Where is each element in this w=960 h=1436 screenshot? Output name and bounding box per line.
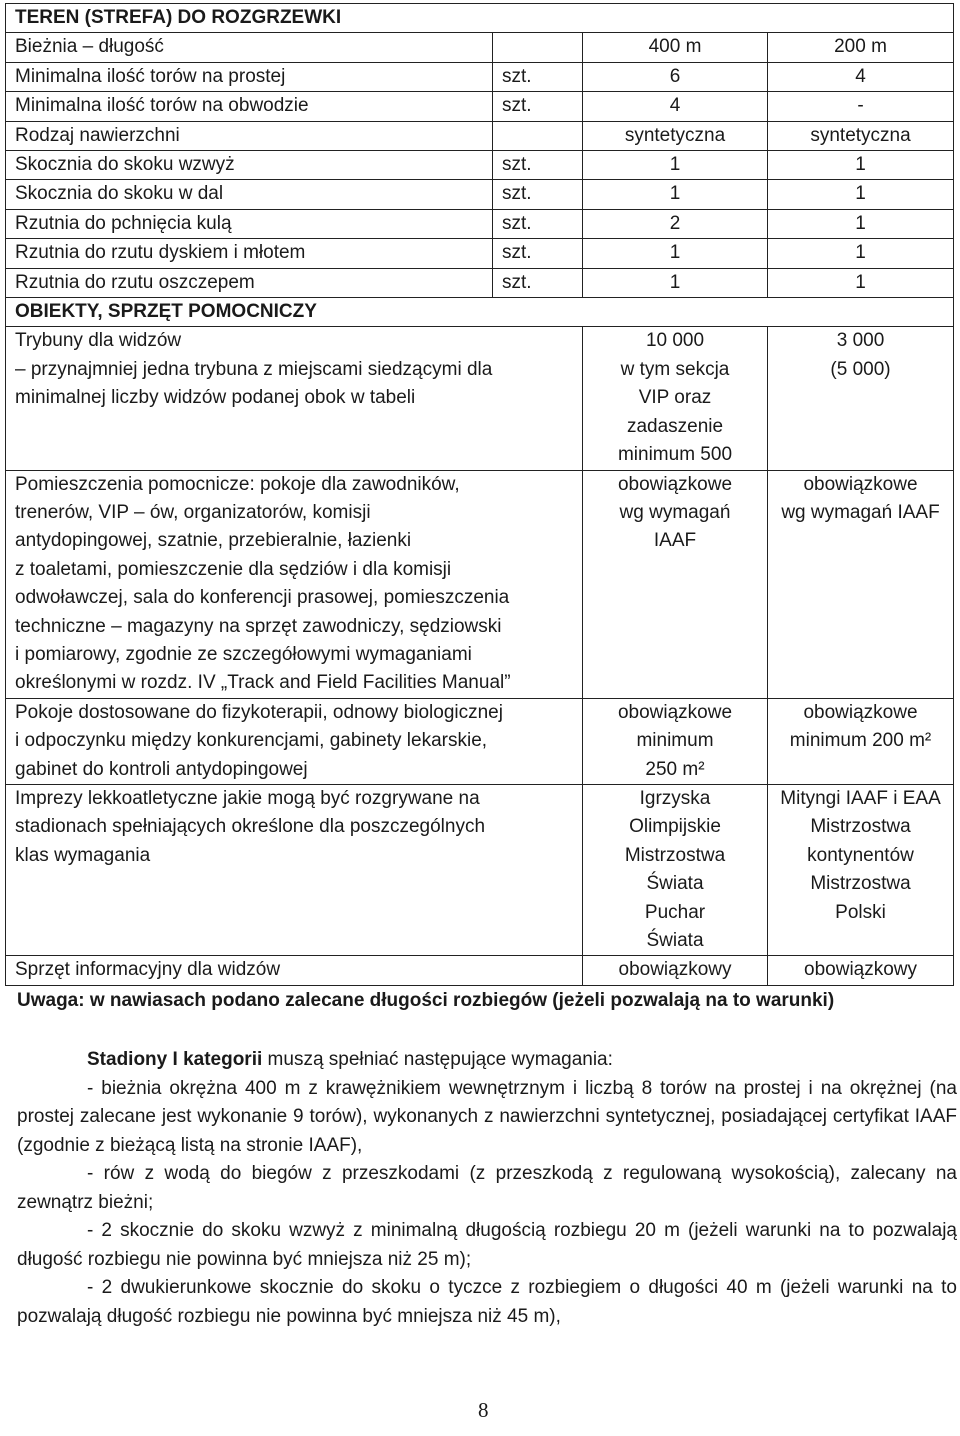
- row-label: Rzutnia do pchnięcia kulą: [6, 209, 493, 238]
- row-value-b: 1: [768, 268, 954, 297]
- row-value-a-line: minimum 500: [617, 444, 733, 466]
- row-value-b: [768, 784, 954, 955]
- row-label: Rzutnia do rzutu oszczepem: [6, 268, 493, 297]
- row-value-b: 1: [768, 151, 954, 180]
- row-value-a: 2: [583, 209, 768, 238]
- table-row: [6, 784, 954, 955]
- row-label-line: i odpoczynku między konkurencjami, gabinety lekarskie,: [15, 730, 488, 752]
- row-value-a-line: obowiązkowe: [617, 701, 733, 723]
- row-value-a-line: VIP oraz: [638, 387, 712, 409]
- row-value-a: 1: [583, 151, 768, 180]
- row-label: [6, 327, 583, 470]
- row-value-b: 1: [768, 180, 954, 209]
- table-row: [6, 121, 954, 150]
- requirements-prose: [17, 1046, 957, 1331]
- row-value-a-line: Igrzyska: [639, 787, 711, 809]
- row-value-b-line: obowiązkowe: [803, 473, 918, 495]
- row-label-line: i pomiarowy, zgodnie ze szczegółowymi wymaganiami: [15, 643, 472, 665]
- row-value-b: [768, 327, 954, 470]
- row-unit: [493, 121, 583, 150]
- prose-intro: [17, 1046, 957, 1075]
- row-value-b-line: Polski: [835, 901, 886, 923]
- requirements-table: [5, 3, 954, 986]
- row-value-b-line: Mityngi IAAF i EAA: [780, 787, 941, 809]
- row-value-b-line: (5 000): [830, 358, 891, 380]
- row-value-b-line: Mistrzostwa: [810, 873, 911, 895]
- prose-intro-rest: muszą spełniać następujące wymagania:: [262, 1049, 613, 1070]
- row-value-a: 6: [583, 62, 768, 91]
- section-facilities: [6, 298, 954, 327]
- prose-item: - 2 dwukierunkowe skocznie do skoku o tyczce z rozbiegiem o długości 40 m (jeżeli warunki na to pozwalają długość rozbiegu nie powinna być mniejsza niż 45 m),: [17, 1277, 957, 1327]
- row-label-line: Imprezy lekkoatletyczne jakie mogą być rozgrywane na: [15, 787, 480, 809]
- row-value-a: [583, 470, 768, 698]
- section-warmup-title: TEREN (STREFA) DO ROZGRZEWKI: [6, 4, 954, 33]
- row-value-b: syntetyczna: [768, 121, 954, 150]
- table-row: [6, 239, 954, 268]
- row-value-a-line: IAAF: [653, 530, 697, 552]
- prose-item: - bieżnia okrężna 400 m z krawężnikiem wewnętrznym i liczbą 8 torów na prostej i na okrężnej (na prostej zalecane jest wykonanie 9 torów), wykonanych z nawierzchni syntetycznej, posiadającej certyfikat IAAF (zgodnie z bieżącą listą na stronie IAAF),: [17, 1077, 957, 1156]
- row-label-line: – przynajmniej jedna trybuna z miejscami siedzącymi dla: [15, 358, 493, 380]
- row-value-a-line: minimum: [636, 730, 714, 752]
- row-label: Bieżnia – długość: [6, 33, 493, 62]
- table-row: [6, 698, 954, 784]
- row-value-a: [583, 698, 768, 784]
- row-value-a: 1: [583, 180, 768, 209]
- row-unit: szt.: [493, 62, 583, 91]
- row-label-line: określonymi w rozdz. IV „Track and Field Facilities Manual”: [15, 672, 511, 694]
- row-value-b-line: minimum 200 m²: [789, 730, 932, 752]
- row-value-a-line: Świata: [646, 930, 704, 951]
- row-value-b-line: obowiązkowe: [803, 701, 918, 723]
- row-value-b: 1: [768, 209, 954, 238]
- table-row: [6, 327, 954, 470]
- table-row: [6, 470, 954, 698]
- row-value-b-line: wg wymagań IAAF: [781, 501, 940, 523]
- row-value-a: syntetyczna: [583, 121, 768, 150]
- row-value-b: [768, 698, 954, 784]
- row-value-a-line: w tym sekcja: [620, 358, 730, 380]
- row-value-a-line: wg wymagań: [619, 501, 731, 523]
- section-warmup: [6, 4, 954, 33]
- row-label-line: minimalnej liczby widzów podanej obok w tabeli: [15, 387, 416, 409]
- row-label-line: Sprzęt informacyjny dla widzów: [15, 959, 281, 981]
- row-value-a: 4: [583, 92, 768, 121]
- row-unit: szt.: [493, 268, 583, 297]
- page-number: 8: [478, 1398, 489, 1422]
- table-row: [6, 209, 954, 238]
- row-unit: [493, 33, 583, 62]
- row-value-a-line: obowiązkowy: [618, 959, 732, 981]
- row-value-b: [768, 956, 954, 985]
- row-value-a-line: Puchar: [644, 901, 706, 923]
- row-value-a: [583, 784, 768, 955]
- row-value-a-line: zadaszenie: [626, 415, 724, 437]
- prose-item: - rów z wodą do biegów z przeszkodami (z przeszkodą z regulowaną wysokością), zalecany na zewnątrz bieżni;: [17, 1163, 957, 1213]
- row-value-b: 4: [768, 62, 954, 91]
- row-label-line: stadionach spełniających określone dla poszczególnych: [15, 816, 486, 838]
- row-label-line: Trybuny dla widzów: [15, 330, 182, 352]
- row-label: Minimalna ilość torów na obwodzie: [6, 92, 493, 121]
- row-unit: szt.: [493, 180, 583, 209]
- row-value-a-line: Świata: [646, 873, 704, 895]
- row-unit: szt.: [493, 209, 583, 238]
- table-row: [6, 180, 954, 209]
- row-value-b: [768, 470, 954, 698]
- prose-intro-bold: Stadiony I kategorii: [87, 1049, 263, 1070]
- row-label: Skocznia do skoku wzwyż: [6, 151, 493, 180]
- row-label: [6, 956, 583, 985]
- row-label-line: Pomieszczenia pomocnicze: pokoje dla zawodników,: [15, 473, 460, 495]
- row-value-a-line: Mistrzostwa: [624, 844, 726, 866]
- table-row: [6, 268, 954, 297]
- table-row: [6, 956, 954, 985]
- row-value-a: [583, 327, 768, 470]
- row-label: [6, 784, 583, 955]
- row-unit: szt.: [493, 92, 583, 121]
- row-value-b-line: Mistrzostwa: [810, 816, 911, 838]
- row-label-line: odwoławczej, sala do konferencji prasowej, pomieszczenia: [15, 587, 510, 609]
- row-value-a: 1: [583, 268, 768, 297]
- row-value-b: -: [768, 92, 954, 121]
- row-label-line: Pokoje dostosowane do fizykoterapii, odnowy biologicznej: [15, 701, 503, 723]
- row-value-a: 1: [583, 239, 768, 268]
- row-value-b-line: 3 000: [836, 330, 885, 352]
- row-value-a-line: Olimpijskie: [629, 816, 721, 838]
- row-label: [6, 698, 583, 784]
- row-value-b-line: kontynentów: [807, 844, 914, 866]
- prose-item: - 2 skocznie do skoku wzwyż z minimalną długością rozbiegu 20 m (jeżeli warunki na to pozwalają długość rozbiegu nie powinna być mniejsza niż 25 m);: [17, 1220, 957, 1270]
- row-value-a-line: 10 000: [645, 330, 705, 352]
- row-value-b: 200 m: [768, 33, 954, 62]
- row-label-line: klas wymagania: [15, 844, 151, 866]
- row-value-a-line: 250 m²: [645, 758, 705, 780]
- row-value-b: 1: [768, 239, 954, 268]
- row-label: Rzutnia do rzutu dyskiem i młotem: [6, 239, 493, 268]
- row-label: [6, 470, 583, 698]
- table-row: [6, 62, 954, 91]
- row-value-a: 400 m: [583, 33, 768, 62]
- table-row: [6, 92, 954, 121]
- row-unit: szt.: [493, 239, 583, 268]
- row-label-line: gabinet do kontroli antydopingowej: [15, 758, 308, 780]
- row-value-a: [583, 956, 768, 985]
- row-label: Skocznia do skoku w dal: [6, 180, 493, 209]
- row-unit: szt.: [493, 151, 583, 180]
- note-text: Uwaga: w nawiasach podano zalecane długości rozbiegów (jeżeli pozwalają na to warunki): [17, 990, 835, 1011]
- row-label-line: z toaletami, pomieszczenie dla sędziów i dla komisji: [15, 558, 452, 580]
- row-label: Rodzaj nawierzchni: [6, 121, 493, 150]
- row-value-a-line: obowiązkowe: [617, 473, 733, 495]
- section-facilities-title: OBIEKTY, SPRZĘT POMOCNICZY: [6, 298, 954, 327]
- row-label-line: trenerów, VIP – ów, organizatorów, komisji: [15, 501, 371, 523]
- table-row: [6, 33, 954, 62]
- row-label-line: techniczne – magazyny na sprzęt zawodniczy, sędziowski: [15, 615, 502, 637]
- table-row: [6, 151, 954, 180]
- row-value-b-line: obowiązkowy: [804, 959, 918, 981]
- row-label: Minimalna ilość torów na prostej: [6, 62, 493, 91]
- row-label-line: antydopingowej, szatnie, przebieralnie, łazienki: [15, 530, 412, 552]
